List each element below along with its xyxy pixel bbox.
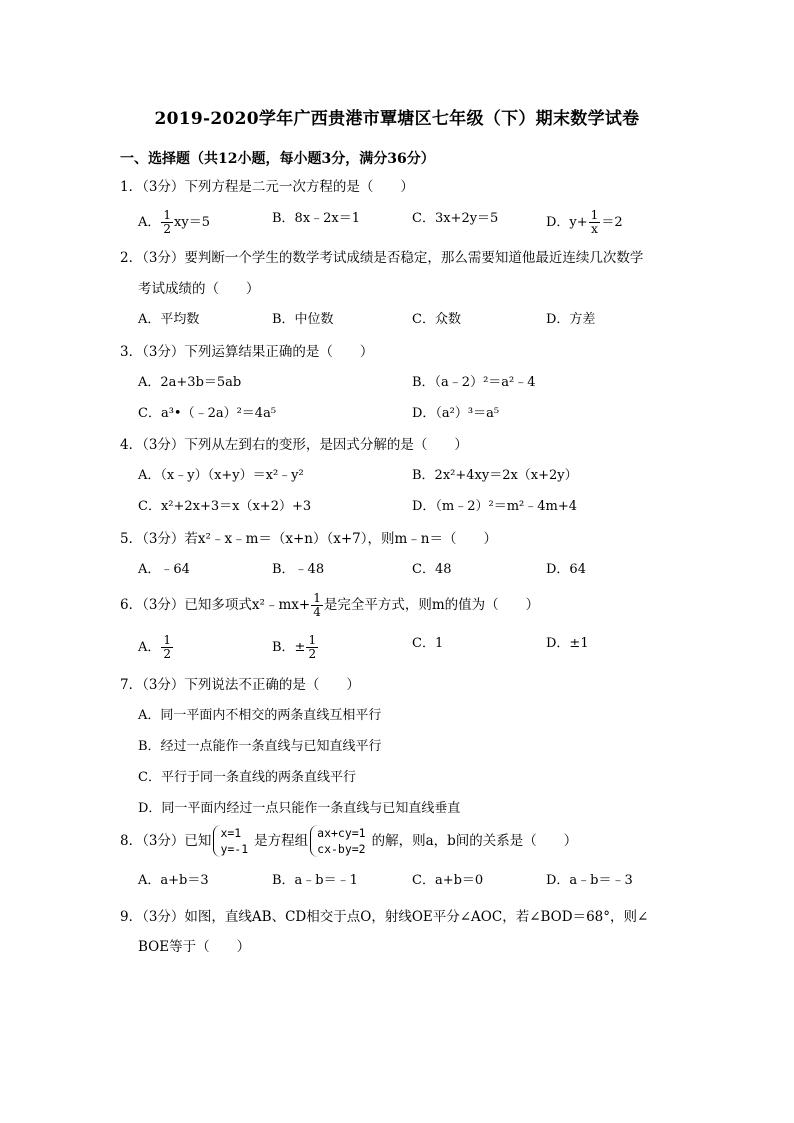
q7-option-a: A．同一平面内不相交的两条直线互相平行 xyxy=(138,708,382,723)
q7-option-d: D．同一平面内经过一点只能作一条直线与已知直线垂直 xyxy=(138,801,461,816)
q2-option-a: A．平均数 xyxy=(138,312,200,327)
question-6-stem: 6．（3分）已知多项式x²﹣mx+ $\frac{1}{4}$ 是完全平方式，则m的值为（ ） xyxy=(120,591,540,619)
system-solution: x=1 y=-1 xyxy=(213,825,252,857)
q3-option-d: D．（a²）³＝a⁵ xyxy=(412,406,500,421)
question-2-stem-line2: 考试成绩的（ ） xyxy=(138,281,260,297)
q8-option-d: D．a﹣b＝﹣3 xyxy=(546,873,633,888)
question-5-stem: 5．（3分）若x²﹣x﹣m＝（x+n）（x+7），则m﹣n＝（ ） xyxy=(120,531,497,547)
q4-option-d: D．（m﹣2）²＝m²﹣4m+4 xyxy=(412,499,578,514)
q5-option-c: C．48 xyxy=(412,562,452,577)
q1-option-a: A． $\frac{1}{2}$ xy＝5 xyxy=(138,208,210,236)
question-9-stem-line1: 9．（3分）如图，直线AB、CD相交于点O，射线OE平分∠AOC，若∠BOD＝68°，则∠ xyxy=(120,909,649,925)
q2-option-c: C．众数 xyxy=(412,312,461,327)
q6-option-b: B．± $\frac{1}{2}$ xyxy=(272,633,317,661)
q2-option-d: D．方差 xyxy=(546,312,596,327)
question-3-stem: 3．（3分）下列运算结果正确的是（ ） xyxy=(120,344,374,360)
q4-option-c: C．x²+2x+3＝x（x+2）+3 xyxy=(138,499,312,514)
q5-option-b: B．﹣48 xyxy=(272,562,325,577)
q2-option-b: B．中位数 xyxy=(272,312,334,327)
q4-option-b: B．2x²+4xy＝2x（x+2y） xyxy=(412,468,578,483)
question-2-stem-line1: 2．（3分）要判断一个学生的数学考试成绩是否稳定，那么需要知道他最近连续几次数学 xyxy=(120,250,644,266)
q3-option-b: B．（a﹣2）²＝a²﹣4 xyxy=(412,375,536,390)
question-9-stem-line2: BOE等于（ ） xyxy=(138,939,251,955)
equation-system: ax+cy=1 cx-by=2 xyxy=(310,825,369,857)
q6-option-d: D．±1 xyxy=(546,636,589,651)
q8-option-a: A．a+b＝3 xyxy=(138,873,209,888)
q8-option-b: B．a﹣b＝﹣1 xyxy=(272,873,358,888)
q1-option-c: C．3x+2y＝5 xyxy=(412,211,499,226)
q7-option-b: B．经过一点能作一条直线与已知直线平行 xyxy=(138,739,382,754)
q1-option-b: B．8x﹣2x＝1 xyxy=(272,211,361,226)
question-4-stem: 4．（3分）下列从左到右的变形，是因式分解的是（ ） xyxy=(120,437,468,453)
section-heading: 一、选择题（共12小题，每小题3分，满分36分） xyxy=(120,151,435,167)
q5-option-a: A．﹣64 xyxy=(138,562,190,577)
q1-option-d: D．y+ $\frac{1}{x}$ ＝2 xyxy=(546,208,623,236)
q6-option-c: C．1 xyxy=(412,636,444,651)
q3-option-a: A．2a+3b＝5ab xyxy=(138,375,242,390)
q4-option-a: A．（x﹣y）（x+y）＝x²﹣y² xyxy=(138,468,304,483)
page-title: 2019-2020学年广西贵港市覃塘区七年级（下）期末数学试卷 xyxy=(154,109,640,129)
question-7-stem: 7．（3分）下列说法不正确的是（ ） xyxy=(120,677,360,693)
q6-option-a: A． $\frac{1}{2}$ xyxy=(138,633,172,661)
q3-option-c: C．a³•（﹣2a）²＝4a⁵ xyxy=(138,406,277,421)
question-1-stem: 1．（3分）下列方程是二元一次方程的是（ ） xyxy=(120,179,414,195)
q7-option-c: C．平行于同一条直线的两条直线平行 xyxy=(138,770,356,785)
q8-option-c: C．a+b＝0 xyxy=(412,873,484,888)
q5-option-d: D．64 xyxy=(546,562,586,577)
question-8-stem: 8．（3分）已知 x=1 y=-1 是方程组 ax+cy=1 cx-by=2 的解，则a，b间的关系是（ ） xyxy=(120,826,578,856)
